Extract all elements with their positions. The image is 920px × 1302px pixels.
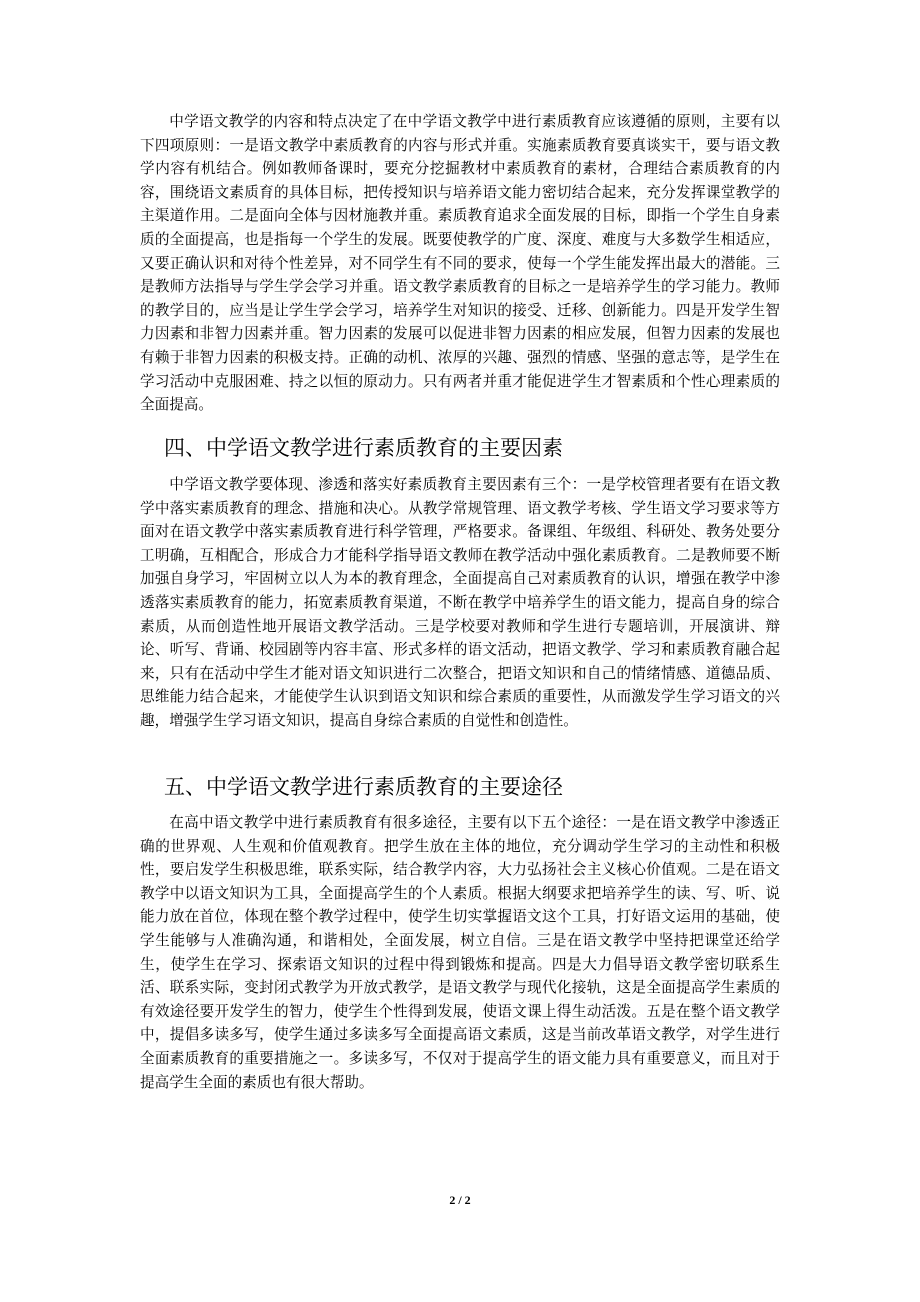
page-number: 2 / 2 <box>449 1193 471 1207</box>
body-paragraph: 中学语文教学要体现、渗透和落实好素质教育主要因素有三个：一是学校管理者要有在语文教学中落实素质教育的理念、措施和决心。从教学常规管理、语文教学考核、学生语文学习要求等方面对在语文教学中落实素质教育进行科学管理，严格要求。备课组、年级组、科研处、教务处要分工明确，互相配合，形成合力才能科学指导语文教师在教学活动中强化素质教育。二是教师要不断加强自身学习，牢固树立以人为本的教育理念，全面提高自己对素质教育的认识，增强在教学中渗透落实素质教育的能力，拓宽素质教育渠道，不断在教学中培养学生的语文能力，提高自身的综合素质，从而创造性地开展语文教学活动。三是学校要对教师和学生进行专题培训，开展演讲、辩论、听写、背诵、校园剧等内容丰富、形式多样的语文活动，把语文教学、学习和素质教育融合起来，只有在活动中学生才能对语文知识进行二次整合，把语文知识和自己的情绪情感、道德品质、思维能力结合起来，才能使学生认识到语文知识和综合素质的重要性，从而激发学生学习语文的兴趣，增强学生学习语文知识，提高自身综合素质的自觉性和创造性。 <box>140 476 780 729</box>
section-heading: 五、中学语文教学进行素质教育的主要途径 <box>164 775 563 799</box>
body-paragraph: 中学语文教学的内容和特点决定了在中学语文教学中进行素质教育应该遵循的原则，主要有以下四项原则：一是语文教学中素质教育的内容与形式并重。实施素质教育要真谈实干，要与语文教学内容有机结合。例如教师备课时，要充分挖掘教材中素质教育的素材，合理结合素质教育的内容，围绕语文素质育的具体目标，把传授知识与培养语文能力密切结合起来，充分发挥课堂教学的主渠道作用。二是面向全体与因材施教并重。素质教育追求全面发展的目标，即指一个学生自身素质的全面提高，也是指每一个学生的发展。既要使教学的广度、深度、难度与大多数学生相适应，又要正确认识和对待个性差异，对不同学生有不同的要求，使每一个学生能发挥出最大的潜能。三是教师方法指导与学生学会学习并重。语文教学素质教育的目标之一是培养学生的学习能力。教师的教学目的，应当是让学生学会学习，培养学生对知识的接受、迁移、创新能力。四是开发学生智力因素和非智力因素并重。智力因素的发展可以促进非智力因素的相应发展，但智力因素的发展也有赖于非智力因素的积极支持。正确的动机、浓厚的兴趣、强烈的情感、坚强的意志等，是学生在学习活动中克服困难、持之以恒的原动力。只有两者并重才能促进学生才智素质和个性心理素质的全面提高。 <box>140 113 780 414</box>
section-heading: 四、中学语文教学进行素质教育的主要因素 <box>164 436 563 460</box>
body-paragraph: 在高中语文教学中进行素质教育有很多途径，主要有以下五个途径：一是在语文教学中渗透正确的世界观、人生观和价值观教育。把学生放在主体的地位，充分调动学生学习的主动性和积极性，要启发学生积极思维，联系实际，结合教学内容，大力弘扬社会主义核心价值观。二是在语文教学中以语文知识为工具，全面提高学生的个人素质。根据大纲要求把培养学生的读、写、听、说能力放在首位，体现在整个教学过程中，使学生切实掌握语文这个工具，打好语文运用的基础，使学生能够与人准确沟通，和谐相处，全面发展，树立自信。三是在语文教学中坚持把课堂还给学生，使学生在学习、探索语文知识的过程中得到锻炼和提高。四是大力倡导语文教学密切联系生活、联系实际，变封闭式教学为开放式教学，是语文教学与现代化接轨，这是全面提高学生素质的有效途径要开发学生的智力，使学生个性得到发展，使语文课上得生动活泼。五是在整个语文教学中，提倡多读多写，使学生通过多读多写全面提高语文素质，这是当前改革语文教学，对学生进行全面素质教育的重要措施之一。多读多写，不仅对于提高学生的语文能力具有重要意义，而且对于提高学生全面的素质也有很大帮助。 <box>140 814 780 1091</box>
